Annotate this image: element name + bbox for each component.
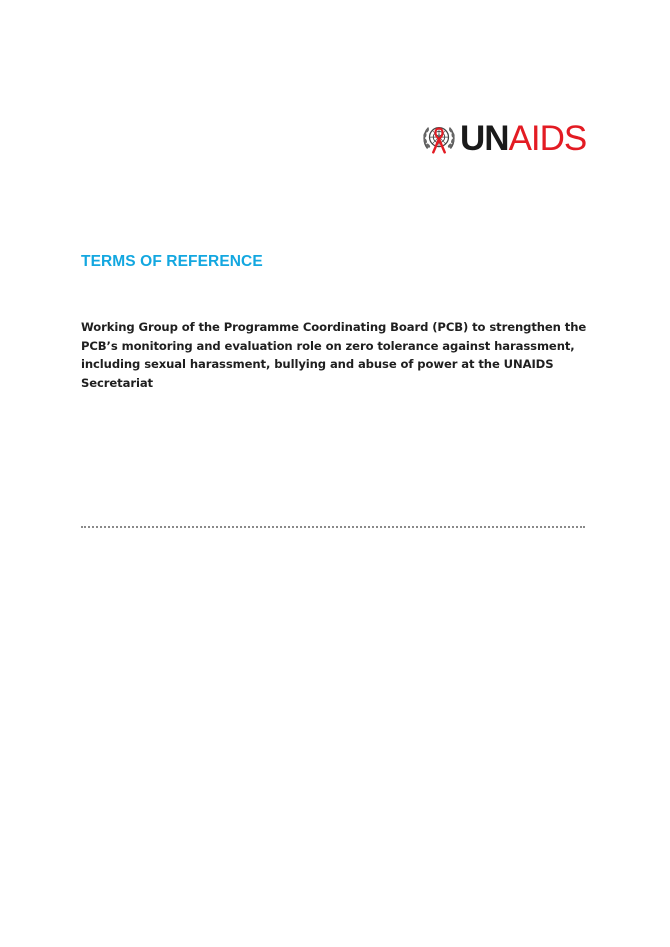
logo-wordmark-aids: AIDS [508,119,587,158]
unaids-logo [420,117,586,161]
un-emblem-icon [420,119,458,159]
document-subtitle: Working Group of the Programme Coordinating Board (PCB) to strengthen the PCB’s monitoring and evaluation role on zero tolerance against harassment, including sexual harassment, bullying and abuse of power at the UNAIDS Secretariat [81,320,587,390]
logo-wordmark-un: UN [460,119,509,158]
logo-wordmark [460,119,586,159]
dotted-divider [81,526,585,528]
document-type-heading: TERMS OF REFERENCE [81,253,263,270]
